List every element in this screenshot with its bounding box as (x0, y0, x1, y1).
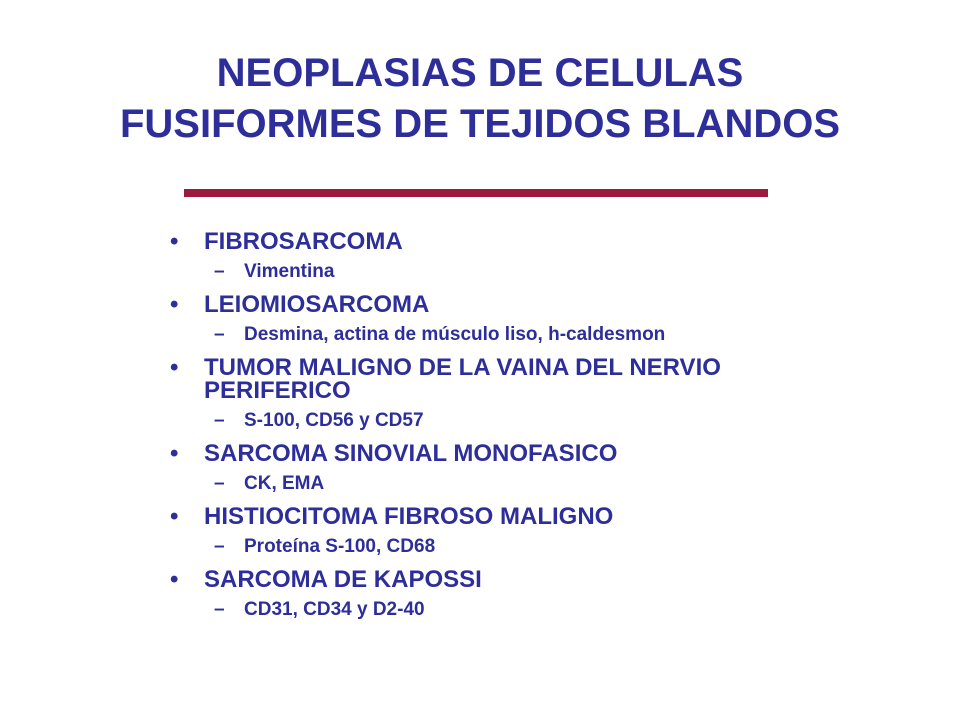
bullet-icon: • (170, 291, 179, 318)
bullet-label: FIBROSARCOMA (204, 228, 403, 255)
title-divider (184, 189, 768, 197)
sub-item (214, 536, 960, 558)
dash-icon: – (214, 536, 225, 557)
bullet-icon: • (170, 354, 179, 381)
dash-icon: – (214, 324, 225, 345)
sub-item (214, 324, 960, 346)
bullet-icon: • (170, 503, 179, 530)
sub-item (214, 410, 960, 432)
title-line-1: NEOPLASIAS DE CELULAS (216, 51, 744, 95)
sub-item (214, 473, 960, 495)
sub-item (214, 261, 960, 283)
bullet-item (170, 442, 824, 465)
sub-item-label: S-100, CD56 y CD57 (244, 410, 424, 431)
dash-icon: – (214, 261, 225, 282)
bullet-label: HISTIOCITOMA FIBROSO MALIGNO (204, 503, 614, 530)
bullet-item (170, 230, 824, 253)
bullet-label: SARCOMA DE KAPOSSI (204, 566, 482, 593)
bullet-icon: • (170, 440, 179, 467)
dash-icon: – (214, 599, 225, 620)
bullet-icon: • (170, 566, 179, 593)
bullet-item (170, 505, 824, 528)
dash-icon: – (214, 473, 225, 494)
slide-title (40, 48, 920, 150)
bullet-icon: • (170, 228, 179, 255)
sub-item (214, 599, 960, 621)
sub-item-label: Vimentina (244, 261, 335, 282)
bullet-label: LEIOMIOSARCOMA (204, 291, 430, 318)
title-line-2: FUSIFORMES DE TEJIDOS BLANDOS (119, 102, 841, 146)
sub-item-label: Proteína S-100, CD68 (244, 536, 436, 557)
bullet-item (170, 568, 824, 591)
bullet-item (170, 356, 824, 402)
sub-item-label: CK, EMA (244, 473, 325, 494)
bullet-item (170, 293, 824, 316)
sub-item-label: CD31, CD34 y D2-40 (244, 599, 425, 620)
bullet-label: SARCOMA SINOVIAL MONOFASICO (204, 440, 618, 467)
bullet-label: TUMOR MALIGNO DE LA VAINA DEL NERVIO PERIFERICO (204, 354, 721, 404)
dash-icon: – (214, 410, 225, 431)
sub-item-label: Desmina, actina de músculo liso, h-caldesmon (244, 324, 666, 345)
bullet-list (0, 230, 960, 621)
